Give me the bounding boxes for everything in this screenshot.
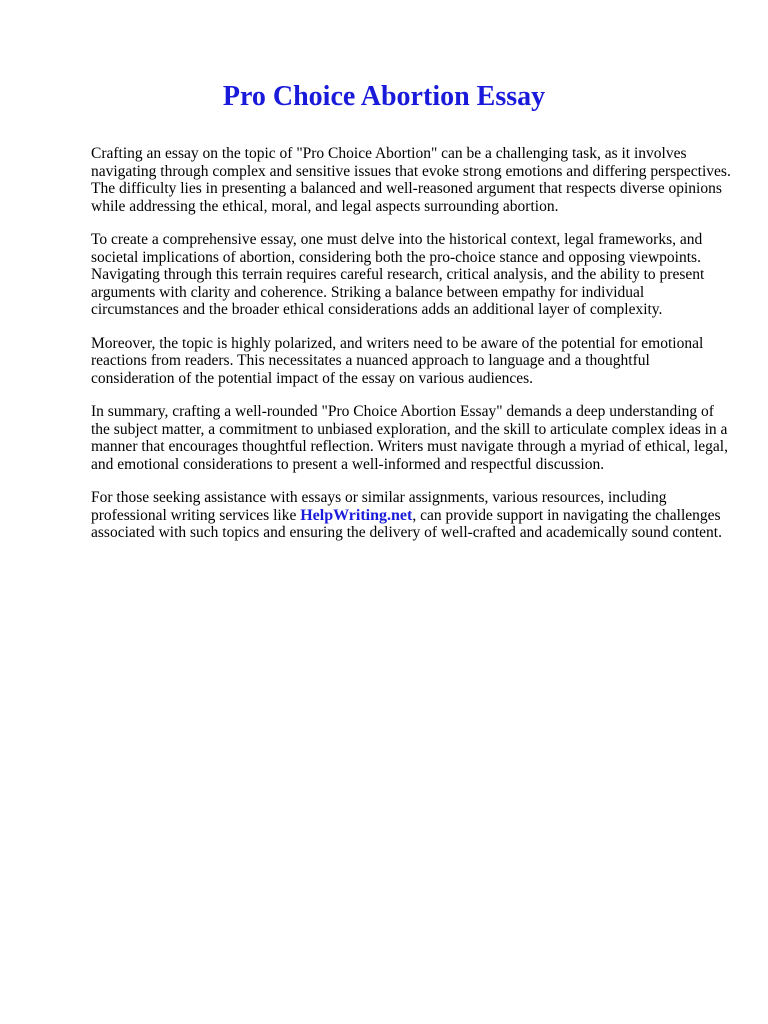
paragraph-4: In summary, crafting a well-rounded "Pro Choice Abortion Essay" demands a deep understanding of the subject matter, a commitment to unbiased exploration, and the skill to articulate complex ideas in a manner that encourages thoughtful reflection. Writers must navigate through a myriad of ethical, legal, and emotional considerations to present a well-informed and respectful discussion. <box>91 403 728 473</box>
paragraph-5 <box>91 489 731 542</box>
paragraph-5-text-after-link: , can provide support in navigating the challenges associated with such topics and ensuring the delivery of well-crafted and academically sound content. <box>91 506 722 541</box>
page-title: Pro Choice Abortion Essay <box>222 81 546 112</box>
paragraph-1: Crafting an essay on the topic of "Pro Choice Abortion" can be a challenging task, as it involves navigating through complex and sensitive issues that evoke strong emotions and differing perspectives. The difficulty lies in presenting a balanced and well-reasoned argument that respects diverse opinions while addressing the ethical, moral, and legal aspects surrounding abortion. <box>91 145 731 215</box>
essay-body <box>91 145 731 558</box>
paragraph-2: To create a comprehensive essay, one must delve into the historical context, legal frameworks, and societal implications of abortion, considering both the pro-choice stance and opposing viewpoints. Navigating through this terrain requires careful research, critical analysis, and the ability to present arguments with clarity and coherence. Striking a balance between empathy for individual circumstances and the broader ethical considerations adds an additional layer of complexity. <box>91 231 705 318</box>
helpwriting-link[interactable]: HelpWriting.net <box>300 506 413 524</box>
paragraph-3: Moreover, the topic is highly polarized, and writers need to be aware of the potential for emotional reactions from readers. This necessitates a nuanced approach to language and a thoughtful consideration of the potential impact of the essay on various audiences. <box>91 334 704 387</box>
paragraph-5-text-before-link: For those seeking assistance with essays or similar assignments, various resources, including professional writing services like <box>91 489 667 524</box>
